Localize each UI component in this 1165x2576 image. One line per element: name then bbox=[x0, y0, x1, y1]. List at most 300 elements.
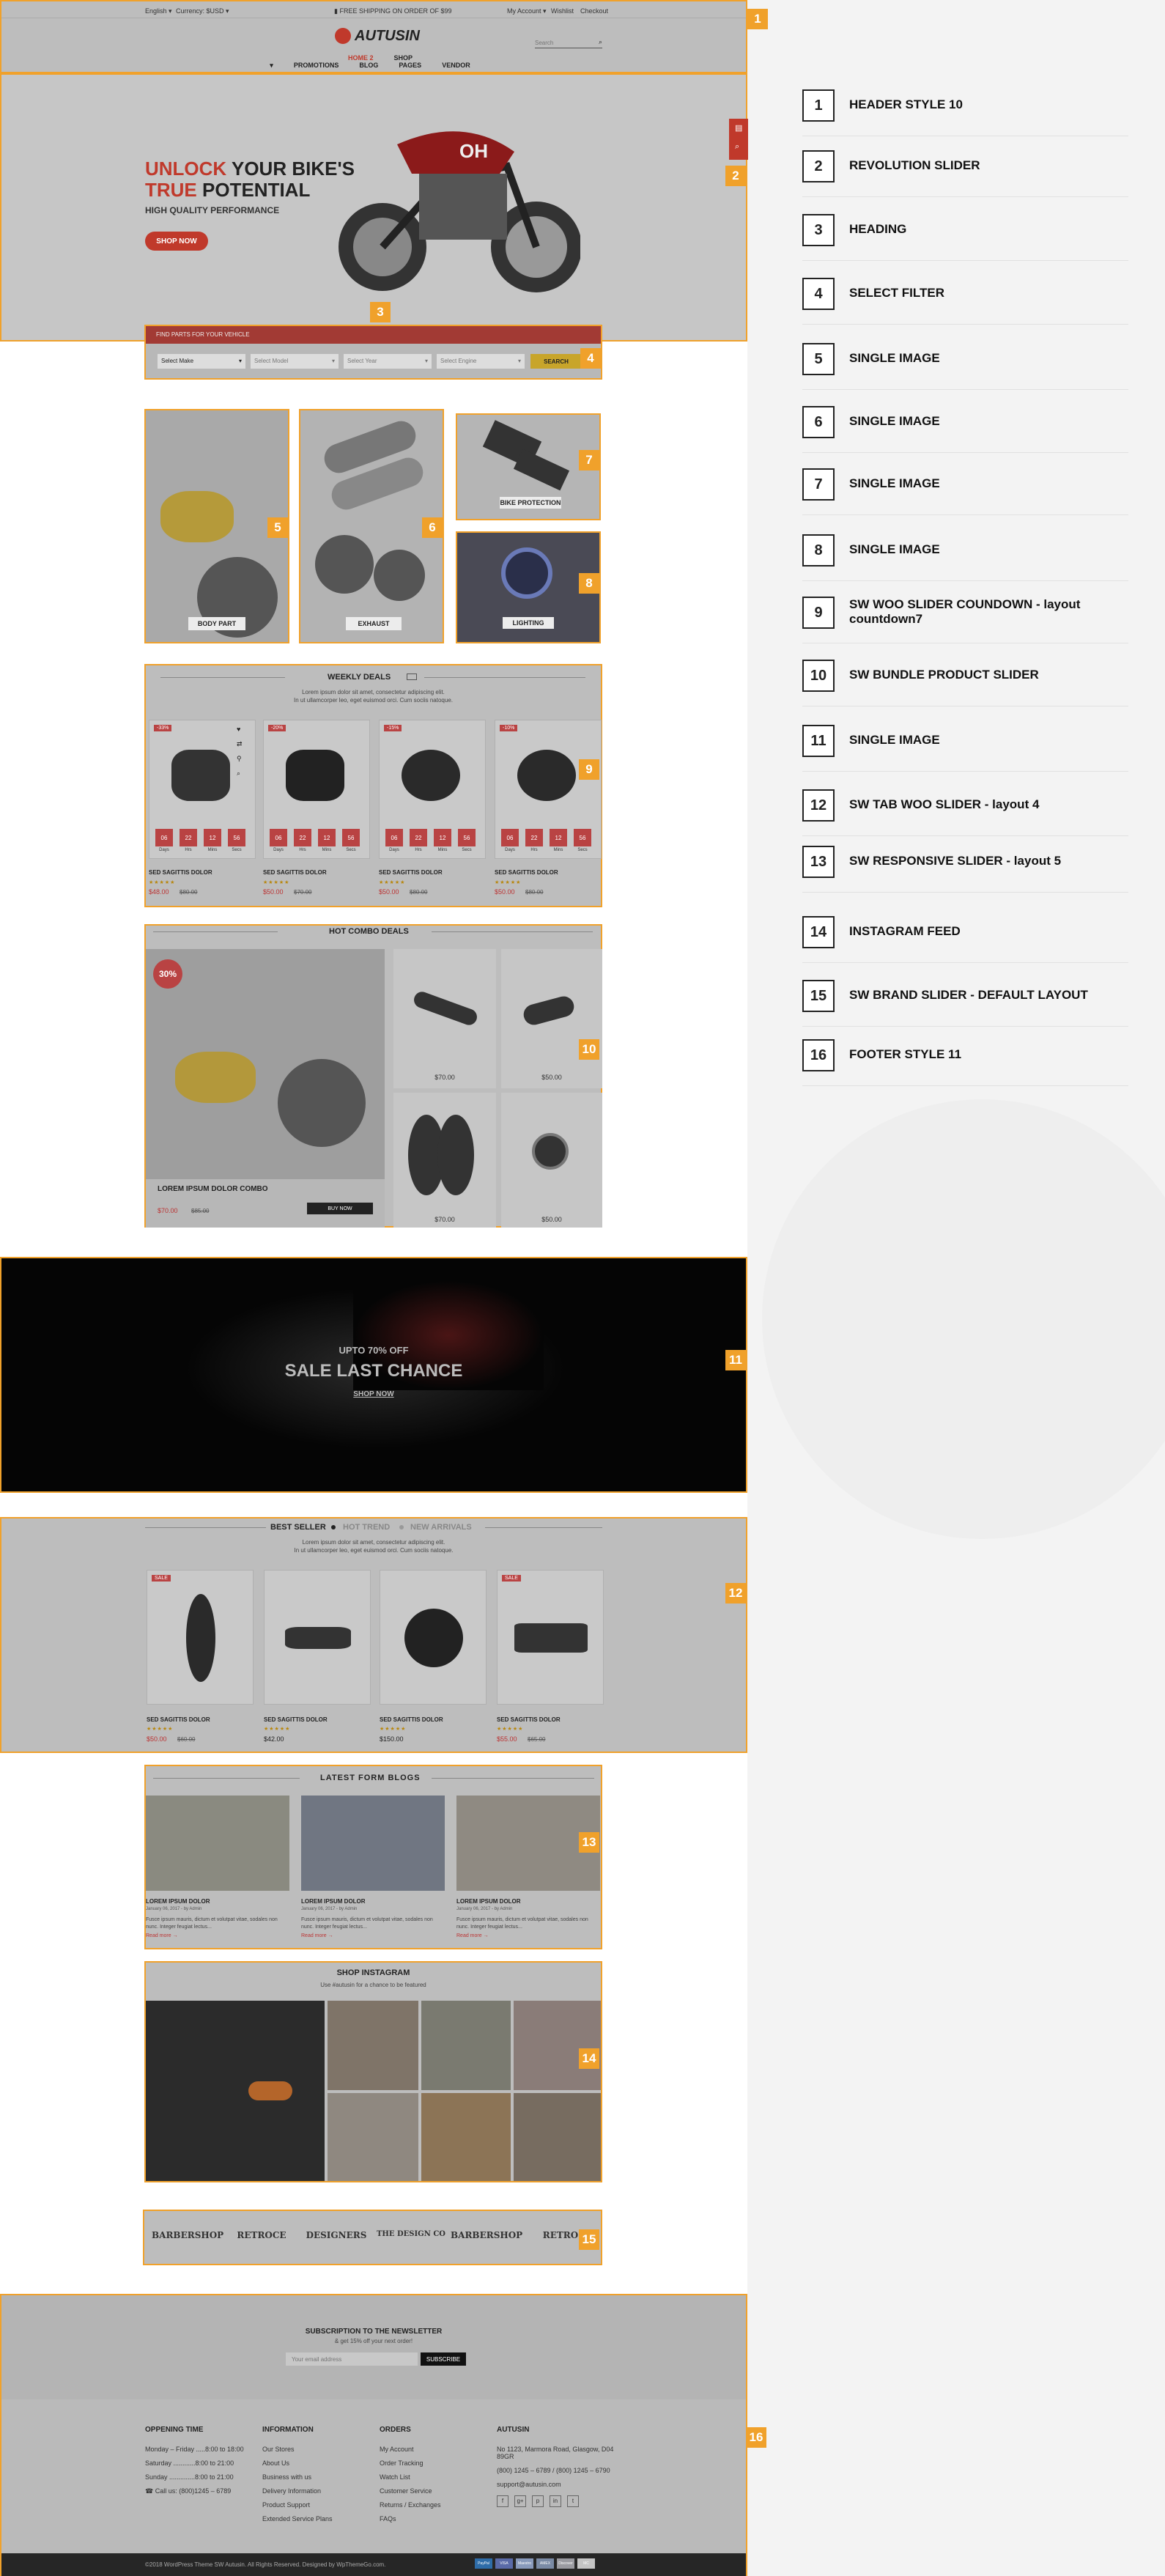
headlight-shape bbox=[532, 1133, 569, 1170]
hand-guard-shape-2 bbox=[514, 449, 569, 491]
language-selector[interactable]: English ▾ bbox=[145, 7, 172, 15]
category-label: BIKE PROTECTION bbox=[500, 497, 561, 509]
legend-item bbox=[802, 580, 1128, 643]
instagram-photo[interactable] bbox=[328, 2093, 418, 2181]
instagram-photo[interactable] bbox=[514, 2093, 601, 2181]
countdown-label: Mins bbox=[553, 848, 563, 852]
chevron-down-icon: ▾ bbox=[238, 358, 242, 364]
marker-16: 16 bbox=[746, 2427, 766, 2448]
instagram-subtitle: Use #autusin for a chance to be featured bbox=[320, 1982, 426, 1988]
slider-side-tools bbox=[729, 119, 748, 160]
legend-label: INSTAGRAM FEED bbox=[849, 924, 961, 938]
footer-hours: Monday – Friday .....8:00 to 18:00 bbox=[145, 2446, 244, 2453]
legend-label: HEADER STYLE 10 bbox=[849, 97, 963, 111]
title-line-left bbox=[153, 1778, 300, 1779]
countdown-box bbox=[410, 829, 427, 846]
marker-6: 6 bbox=[422, 517, 443, 538]
marker-11: 11 bbox=[725, 1350, 746, 1370]
hero-yourbikes: YOUR BIKE'S bbox=[231, 158, 355, 180]
tab-product-card[interactable] bbox=[264, 1570, 371, 1705]
payment-icon: PayPal bbox=[475, 2558, 492, 2569]
product-name[interactable]: SED SAGITTIS DOLOR bbox=[263, 869, 327, 876]
footer-link[interactable]: Extended Service Plans bbox=[262, 2515, 333, 2523]
site-logo[interactable]: AUTUSIN bbox=[355, 28, 420, 44]
countdown-label: Hrs bbox=[415, 848, 422, 852]
brand-logo[interactable]: RETRO bbox=[542, 2230, 579, 2240]
google-plus-icon[interactable]: g+ bbox=[514, 2495, 526, 2507]
payment-icon: AMEX bbox=[536, 2558, 554, 2569]
product-old-price: $80.00 bbox=[180, 889, 198, 896]
rating-stars: ★★★★★ bbox=[497, 1727, 524, 1732]
product-image[interactable] bbox=[171, 750, 230, 801]
legend-item bbox=[802, 73, 1128, 136]
instagram-photo-large[interactable] bbox=[146, 2001, 325, 2181]
copyright-text: ©2018 WordPress Theme SW Autusin. All Rights Reserved. Designed by WpThemeGo.com. bbox=[145, 2561, 386, 2568]
legend-label: SW BUNDLE PRODUCT SLIDER bbox=[849, 668, 1039, 682]
instagram-feed bbox=[144, 1961, 602, 2182]
read-more-link[interactable]: Read more → bbox=[146, 1933, 178, 1938]
product-image[interactable] bbox=[186, 1594, 215, 1682]
filter-title: FIND PARTS FOR YOUR VEHICLE bbox=[156, 331, 250, 338]
footer-email[interactable]: support@autusin.com bbox=[497, 2481, 561, 2488]
combo-item-price: $70.00 bbox=[434, 1074, 455, 1081]
checkout-link[interactable]: Checkout bbox=[580, 7, 609, 15]
legend-label: SW BRAND SLIDER - DEFAULT LAYOUT bbox=[849, 988, 1088, 1002]
product-old-price: $80.00 bbox=[525, 889, 544, 896]
brand-logo[interactable]: DESIGNERS bbox=[306, 2230, 367, 2240]
legend-label: SINGLE IMAGE bbox=[849, 542, 940, 556]
blog-slider bbox=[144, 1765, 602, 1949]
marker-13: 13 bbox=[579, 1832, 599, 1853]
nav-blog[interactable]: BLOG bbox=[359, 62, 379, 69]
compare-icon[interactable]: ⇄ bbox=[237, 740, 243, 748]
footer-link[interactable]: Order Tracking bbox=[380, 2459, 424, 2467]
category-label: BODY PART bbox=[188, 617, 245, 630]
marker-15: 15 bbox=[579, 2229, 599, 2250]
footer-link[interactable]: About Us bbox=[262, 2459, 290, 2467]
product-image[interactable] bbox=[404, 1609, 463, 1667]
sale-badge: -10% bbox=[500, 725, 517, 731]
product-price: $42.00 bbox=[264, 1735, 284, 1743]
hero-subtitle: HIGH QUALITY PERFORMANCE bbox=[145, 205, 280, 215]
linkedin-icon[interactable]: in bbox=[550, 2495, 561, 2507]
blog-title[interactable]: LOREM IPSUM DOLOR bbox=[146, 1898, 210, 1905]
rating-stars: ★★★★★ bbox=[380, 1727, 407, 1732]
nav-vendor[interactable]: VENDOR bbox=[442, 62, 470, 69]
newsletter-title: SUBSCRIPTION TO THE NEWSLETTER bbox=[305, 2328, 443, 2336]
product-name[interactable]: SED SAGITTIS DOLOR bbox=[264, 1716, 328, 1723]
header-section bbox=[0, 0, 747, 73]
fuel-tank-shape bbox=[160, 491, 234, 542]
nav-pages[interactable]: PAGES bbox=[399, 62, 422, 69]
tab-hot-trend[interactable]: HOT TREND bbox=[343, 1523, 391, 1532]
select-model-value: Select Model bbox=[254, 358, 289, 364]
newsletter-subtitle: & get 15% off your next order! bbox=[334, 2338, 413, 2344]
marker-4: 4 bbox=[580, 348, 601, 369]
countdown-value: 56 bbox=[579, 834, 586, 841]
countdown-label: Hrs bbox=[530, 848, 538, 852]
rating-stars: ★★★★★ bbox=[263, 880, 290, 885]
select-filter bbox=[144, 325, 602, 380]
footer-hours: Saturday ............8:00 to 21:00 bbox=[145, 2459, 234, 2467]
countdown-label: Secs bbox=[346, 848, 356, 852]
legend-number: 13 bbox=[802, 846, 835, 878]
marker-9: 9 bbox=[579, 759, 599, 780]
my-account-link[interactable]: My Account ▾ bbox=[507, 7, 547, 15]
product-name[interactable]: SED SAGITTIS DOLOR bbox=[147, 1716, 210, 1723]
footer-col-title: AUTUSIN bbox=[497, 2426, 530, 2434]
combo-item-4[interactable] bbox=[501, 1093, 602, 1228]
legend-number: 16 bbox=[802, 1039, 835, 1071]
weekly-deals-section bbox=[144, 664, 602, 907]
weekly-deals-title: WEEKLY DEALS bbox=[328, 673, 391, 682]
payment-icon: Maestro bbox=[516, 2558, 533, 2569]
title-line-left bbox=[153, 931, 278, 932]
shipping-notice: ▮ FREE SHIPPING ON ORDER OF $99 bbox=[334, 7, 452, 15]
payment-icons bbox=[475, 2558, 598, 2570]
legend-number: 1 bbox=[802, 89, 835, 122]
countdown-box bbox=[204, 829, 221, 846]
product-image[interactable] bbox=[285, 1627, 351, 1649]
countdown-label: Days bbox=[389, 848, 399, 852]
legend-label: SW TAB WOO SLIDER - layout 4 bbox=[849, 797, 1040, 811]
countdown-label: Days bbox=[159, 848, 169, 852]
select-make-value: Select Make bbox=[161, 358, 194, 364]
title-line-left bbox=[160, 677, 285, 678]
legend-number: 12 bbox=[802, 789, 835, 822]
legend-item bbox=[802, 262, 1128, 325]
tab-dot bbox=[331, 1525, 336, 1529]
legend-label: SINGLE IMAGE bbox=[849, 733, 940, 747]
chevron-down-icon: ▾ bbox=[517, 358, 521, 364]
search-box[interactable] bbox=[535, 38, 602, 48]
subscribe-button[interactable]: SUBSCRIBE bbox=[421, 2352, 466, 2366]
footer-opening-time bbox=[145, 2426, 255, 2502]
legend-number: 4 bbox=[802, 278, 835, 310]
marker-1: 1 bbox=[747, 9, 768, 29]
product-image[interactable] bbox=[402, 750, 460, 801]
countdown-value: 06 bbox=[391, 834, 398, 841]
weekly-desc-1: Lorem ipsum dolor sit amet, consectetur adipiscing elit. bbox=[302, 689, 445, 695]
tab-woo-slider bbox=[0, 1517, 747, 1753]
phone-icon: ☎ bbox=[145, 2487, 155, 2495]
marker-2: 2 bbox=[725, 166, 746, 186]
select-year[interactable] bbox=[344, 354, 432, 369]
legend-number: 11 bbox=[802, 725, 835, 757]
social-icons bbox=[497, 2495, 621, 2507]
footer-section bbox=[0, 2294, 747, 2576]
search-side-icon[interactable]: ⌕ bbox=[735, 142, 740, 151]
countdown-value: 22 bbox=[185, 834, 192, 841]
sale-badge: SALE bbox=[152, 1575, 171, 1582]
blog-title[interactable]: LOREM IPSUM DOLOR bbox=[301, 1898, 366, 1905]
marker-7: 7 bbox=[579, 450, 599, 470]
marker-14: 14 bbox=[579, 2048, 599, 2069]
countdown-value: 12 bbox=[439, 834, 446, 841]
combo-item-3[interactable] bbox=[393, 1093, 496, 1228]
deal-card[interactable] bbox=[379, 720, 486, 859]
tab-product-card[interactable] bbox=[147, 1570, 254, 1705]
combo-item-2[interactable] bbox=[501, 949, 602, 1088]
countdown-label: Mins bbox=[322, 848, 332, 852]
read-more-link[interactable]: Read more → bbox=[301, 1933, 333, 1938]
wishlist-link[interactable]: Wishlist bbox=[551, 7, 574, 15]
nav-shop[interactable]: SHOP ▾ bbox=[270, 54, 413, 69]
title-line-right bbox=[485, 1527, 602, 1528]
product-old-price: $80.00 bbox=[410, 889, 428, 896]
footer-link[interactable]: Watch List bbox=[380, 2473, 410, 2481]
combo-item-1[interactable] bbox=[393, 949, 496, 1088]
facebook-icon[interactable]: f bbox=[497, 2495, 508, 2507]
brand-logo[interactable]: BARBERSHOP bbox=[451, 2230, 523, 2240]
select-make[interactable] bbox=[158, 354, 245, 369]
twitter-icon[interactable]: t bbox=[567, 2495, 579, 2507]
fuel-tank-shape bbox=[175, 1052, 256, 1103]
product-price: $50.00 bbox=[495, 888, 515, 896]
legend-label: SW RESPONSIVE SLIDER - layout 5 bbox=[849, 854, 1062, 868]
blogs-title: LATEST FORM BLOGS bbox=[320, 1774, 421, 1782]
product-price: $50.00 bbox=[147, 1735, 167, 1743]
countdown-value: 06 bbox=[275, 834, 282, 841]
product-image[interactable] bbox=[514, 1623, 588, 1653]
hero-line2 bbox=[145, 179, 310, 202]
payment-icon: MC bbox=[577, 2558, 595, 2569]
select-model[interactable] bbox=[251, 354, 339, 369]
cart-icon[interactable]: ▤ bbox=[735, 124, 743, 133]
legend-label: SINGLE IMAGE bbox=[849, 414, 940, 428]
brand-logo[interactable]: BARBERSHOP bbox=[152, 2230, 224, 2240]
link-icon[interactable]: ⚲ bbox=[237, 755, 242, 762]
legend-item bbox=[802, 1023, 1128, 1086]
headlight-shape bbox=[501, 547, 552, 599]
blog-image[interactable] bbox=[146, 1796, 289, 1891]
title-line-right bbox=[424, 677, 585, 678]
exhaust-tip-2 bbox=[374, 550, 425, 601]
instagram-photo[interactable] bbox=[421, 2093, 511, 2181]
product-name[interactable]: SED SAGITTIS DOLOR bbox=[149, 869, 212, 876]
instagram-photo[interactable] bbox=[328, 2001, 418, 2090]
legend-item bbox=[802, 452, 1128, 515]
select-year-value: Select Year bbox=[347, 358, 377, 364]
currency-selector[interactable]: Currency: $USD ▾ bbox=[176, 7, 229, 15]
heart-icon[interactable]: ♥ bbox=[237, 726, 241, 733]
countdown-value: 56 bbox=[347, 834, 355, 841]
product-old-price: $60.00 bbox=[177, 1736, 196, 1743]
countdown-box bbox=[180, 829, 197, 846]
search-input[interactable] bbox=[535, 38, 593, 48]
category-label: LIGHTING bbox=[503, 617, 554, 629]
footer-autusin bbox=[497, 2426, 621, 2514]
countdown-label: Hrs bbox=[299, 848, 306, 852]
combo-item-price: $70.00 bbox=[434, 1216, 455, 1223]
sale-banner[interactable] bbox=[0, 1257, 747, 1493]
product-price: $55.00 bbox=[497, 1735, 517, 1743]
footer-link[interactable]: Customer Service bbox=[380, 2487, 432, 2495]
footer-orders bbox=[380, 2426, 482, 2529]
brand-logo[interactable]: RETROCE bbox=[237, 2230, 286, 2240]
buy-now-button[interactable]: BUY NOW bbox=[307, 1203, 373, 1214]
countdown-box bbox=[525, 829, 543, 846]
footer-link[interactable]: Product Support bbox=[262, 2501, 311, 2509]
filter-search-button[interactable]: SEARCH bbox=[530, 354, 582, 369]
banner-shop-now-link[interactable]: SHOP NOW bbox=[353, 1390, 394, 1398]
product-price: $150.00 bbox=[380, 1735, 404, 1743]
blog-image[interactable] bbox=[301, 1796, 445, 1891]
weekly-desc-2: In ut ullamcorper leo, eget euismod orci. Cum sociis natoque. bbox=[294, 697, 453, 704]
tab-best-seller[interactable]: BEST SELLER bbox=[270, 1523, 326, 1532]
footer-link[interactable]: Our Stores bbox=[262, 2446, 295, 2453]
countdown-box bbox=[434, 829, 451, 846]
product-price: $50.00 bbox=[263, 888, 284, 896]
quickview-icon[interactable]: ⌕ bbox=[237, 770, 241, 777]
product-name[interactable]: SED SAGITTIS DOLOR bbox=[495, 869, 558, 876]
deal-card[interactable] bbox=[495, 720, 602, 859]
exhaust-tip-1 bbox=[315, 535, 374, 594]
footer-link[interactable]: FAQs bbox=[380, 2515, 396, 2523]
newsletter-email-input[interactable] bbox=[286, 2352, 418, 2366]
footer-link[interactable]: Returns / Exchanges bbox=[380, 2501, 441, 2509]
legend-label: REVOLUTION SLIDER bbox=[849, 158, 980, 172]
countdown-value: 56 bbox=[463, 834, 470, 841]
legend-label: SINGLE IMAGE bbox=[849, 476, 940, 490]
brand-slider bbox=[143, 2210, 602, 2265]
footer-link[interactable]: Business with us bbox=[262, 2473, 312, 2481]
read-more-link[interactable]: Read more → bbox=[456, 1933, 489, 1938]
hero-potential: POTENTIAL bbox=[202, 179, 311, 201]
product-image[interactable] bbox=[517, 750, 576, 801]
countdown-value: 12 bbox=[209, 834, 216, 841]
deal-card[interactable] bbox=[263, 720, 370, 859]
tab-product-card[interactable] bbox=[497, 1570, 604, 1705]
countdown-label: Days bbox=[505, 848, 515, 852]
banner-small-text: UPTO 70% OFF bbox=[339, 1345, 409, 1356]
product-old-price: $70.00 bbox=[294, 889, 312, 896]
bar-end-shape bbox=[522, 994, 577, 1027]
footer-information bbox=[262, 2426, 365, 2529]
countdown-box bbox=[318, 829, 336, 846]
countdown-label: Mins bbox=[437, 848, 448, 852]
countdown-value: 06 bbox=[160, 834, 168, 841]
countdown-box bbox=[294, 829, 311, 846]
countdown-box bbox=[501, 829, 519, 846]
tire-shape-2 bbox=[437, 1115, 474, 1195]
nav-home[interactable]: HOME 2 bbox=[347, 54, 374, 62]
footer-phone-text: Call us: (800)1245 – 6789 bbox=[155, 2487, 232, 2495]
instagram-photo[interactable] bbox=[421, 2001, 511, 2090]
copyright-bar bbox=[1, 2553, 746, 2576]
title-line-left bbox=[145, 1527, 266, 1528]
footer-link[interactable]: Delivery Information bbox=[262, 2487, 322, 2495]
marker-8: 8 bbox=[579, 573, 599, 594]
product-name[interactable]: SED SAGITTIS DOLOR bbox=[379, 869, 443, 876]
legend-item bbox=[802, 900, 1128, 963]
instagram-title: SHOP INSTAGRAM bbox=[336, 1968, 410, 1977]
tab-dot bbox=[399, 1525, 404, 1529]
tab-new-arrivals[interactable]: NEW ARRIVALS bbox=[410, 1523, 472, 1532]
countdown-label: Secs bbox=[232, 848, 242, 852]
payment-icon: VISA bbox=[495, 2558, 513, 2569]
marker-12: 12 bbox=[725, 1583, 746, 1603]
nav-promotions[interactable]: PROMOTIONS bbox=[293, 62, 339, 69]
instagram-photo[interactable] bbox=[514, 2001, 601, 2090]
countdown-value: 12 bbox=[555, 834, 562, 841]
combo-main-image[interactable] bbox=[146, 949, 385, 1228]
hero-shop-now-button[interactable]: SHOP NOW bbox=[145, 232, 208, 251]
legend-number: 2 bbox=[802, 150, 835, 182]
wheel-shape bbox=[278, 1059, 366, 1147]
countdown-label: Secs bbox=[462, 848, 472, 852]
rating-stars: ★★★★★ bbox=[379, 880, 406, 885]
product-name[interactable]: SED SAGITTIS DOLOR bbox=[380, 1716, 443, 1723]
hero-true: TRUE bbox=[145, 179, 197, 201]
legend-number: 3 bbox=[802, 214, 835, 246]
countdown-box bbox=[155, 829, 173, 846]
countdown-value: 12 bbox=[323, 834, 330, 841]
newsletter-band bbox=[1, 2295, 746, 2399]
countdown-value: 22 bbox=[530, 834, 538, 841]
blog-excerpt: Fusce ipsum mauris, dictum et volutpat vitae, sodales non nunc. Integer feugiat lectus... bbox=[301, 1917, 433, 1930]
rating-stars: ★★★★★ bbox=[147, 1727, 174, 1732]
tabs-desc-1: Lorem ipsum dolor sit amet, consectetur adipiscing elit. bbox=[302, 1539, 445, 1546]
product-price: $50.00 bbox=[379, 888, 399, 896]
title-line-right bbox=[432, 1778, 594, 1779]
countdown-box bbox=[550, 829, 567, 846]
marker-5: 5 bbox=[267, 517, 288, 538]
countdown-label: Secs bbox=[577, 848, 588, 852]
sale-badge: -20% bbox=[268, 725, 286, 731]
legend-number: 15 bbox=[802, 980, 835, 1012]
legend-number: 14 bbox=[802, 916, 835, 948]
combo-name[interactable]: LOREM IPSUM DOLOR COMBO bbox=[158, 1185, 268, 1193]
product-name[interactable]: SED SAGITTIS DOLOR bbox=[497, 1716, 561, 1723]
legend-label: SW WOO SLIDER COUNDOWN - layout countdown7 bbox=[849, 597, 1081, 626]
motorcycle-image bbox=[339, 86, 580, 306]
legend-number: 5 bbox=[802, 343, 835, 375]
rating-stars: ★★★★★ bbox=[495, 880, 522, 885]
legend-item bbox=[802, 709, 1128, 772]
sale-badge: SALE bbox=[502, 1575, 521, 1582]
marker-3: 3 bbox=[370, 302, 391, 322]
blog-meta: January 06, 2017 - by Admin bbox=[146, 1907, 202, 1911]
brand-logo[interactable]: THE DESIGN CO bbox=[376, 2230, 446, 2238]
footer-phone[interactable] bbox=[145, 2487, 255, 2495]
blog-title[interactable]: LOREM IPSUM DOLOR bbox=[456, 1898, 521, 1905]
footer-address: No 1123, Marmora Road, Glasgow, D04 89GR bbox=[497, 2446, 614, 2460]
blog-meta: January 06, 2017 - by Admin bbox=[301, 1907, 358, 1911]
combo-old-price: $85.00 bbox=[191, 1208, 210, 1214]
legend-item bbox=[802, 198, 1128, 261]
legend-number: 9 bbox=[802, 597, 835, 629]
countdown-box bbox=[228, 829, 245, 846]
pinterest-icon[interactable]: p bbox=[532, 2495, 544, 2507]
tab-product-card[interactable] bbox=[380, 1570, 487, 1705]
select-engine[interactable] bbox=[437, 354, 525, 369]
footer-link[interactable]: My Account bbox=[380, 2446, 414, 2453]
bike-tank-text: OH bbox=[459, 140, 488, 162]
rating-stars: ★★★★★ bbox=[264, 1727, 291, 1732]
legend-number: 8 bbox=[802, 534, 835, 567]
tabs-desc-2: In ut ullamcorper leo, eget euismod orci. Cum sociis natoque. bbox=[294, 1547, 454, 1554]
footer-col-title: INFORMATION bbox=[262, 2426, 314, 2434]
search-icon[interactable]: ⌕ bbox=[598, 38, 602, 45]
product-image[interactable] bbox=[286, 750, 344, 801]
exhaust-shape bbox=[412, 989, 479, 1027]
title-line-right bbox=[432, 931, 593, 932]
payment-icon: Discover bbox=[557, 2558, 574, 2569]
footer-hours: Sunday ..............8:00 to 21:00 bbox=[145, 2473, 234, 2481]
combo-item-price: $50.00 bbox=[541, 1216, 562, 1223]
filter-heading-bar bbox=[146, 326, 601, 344]
